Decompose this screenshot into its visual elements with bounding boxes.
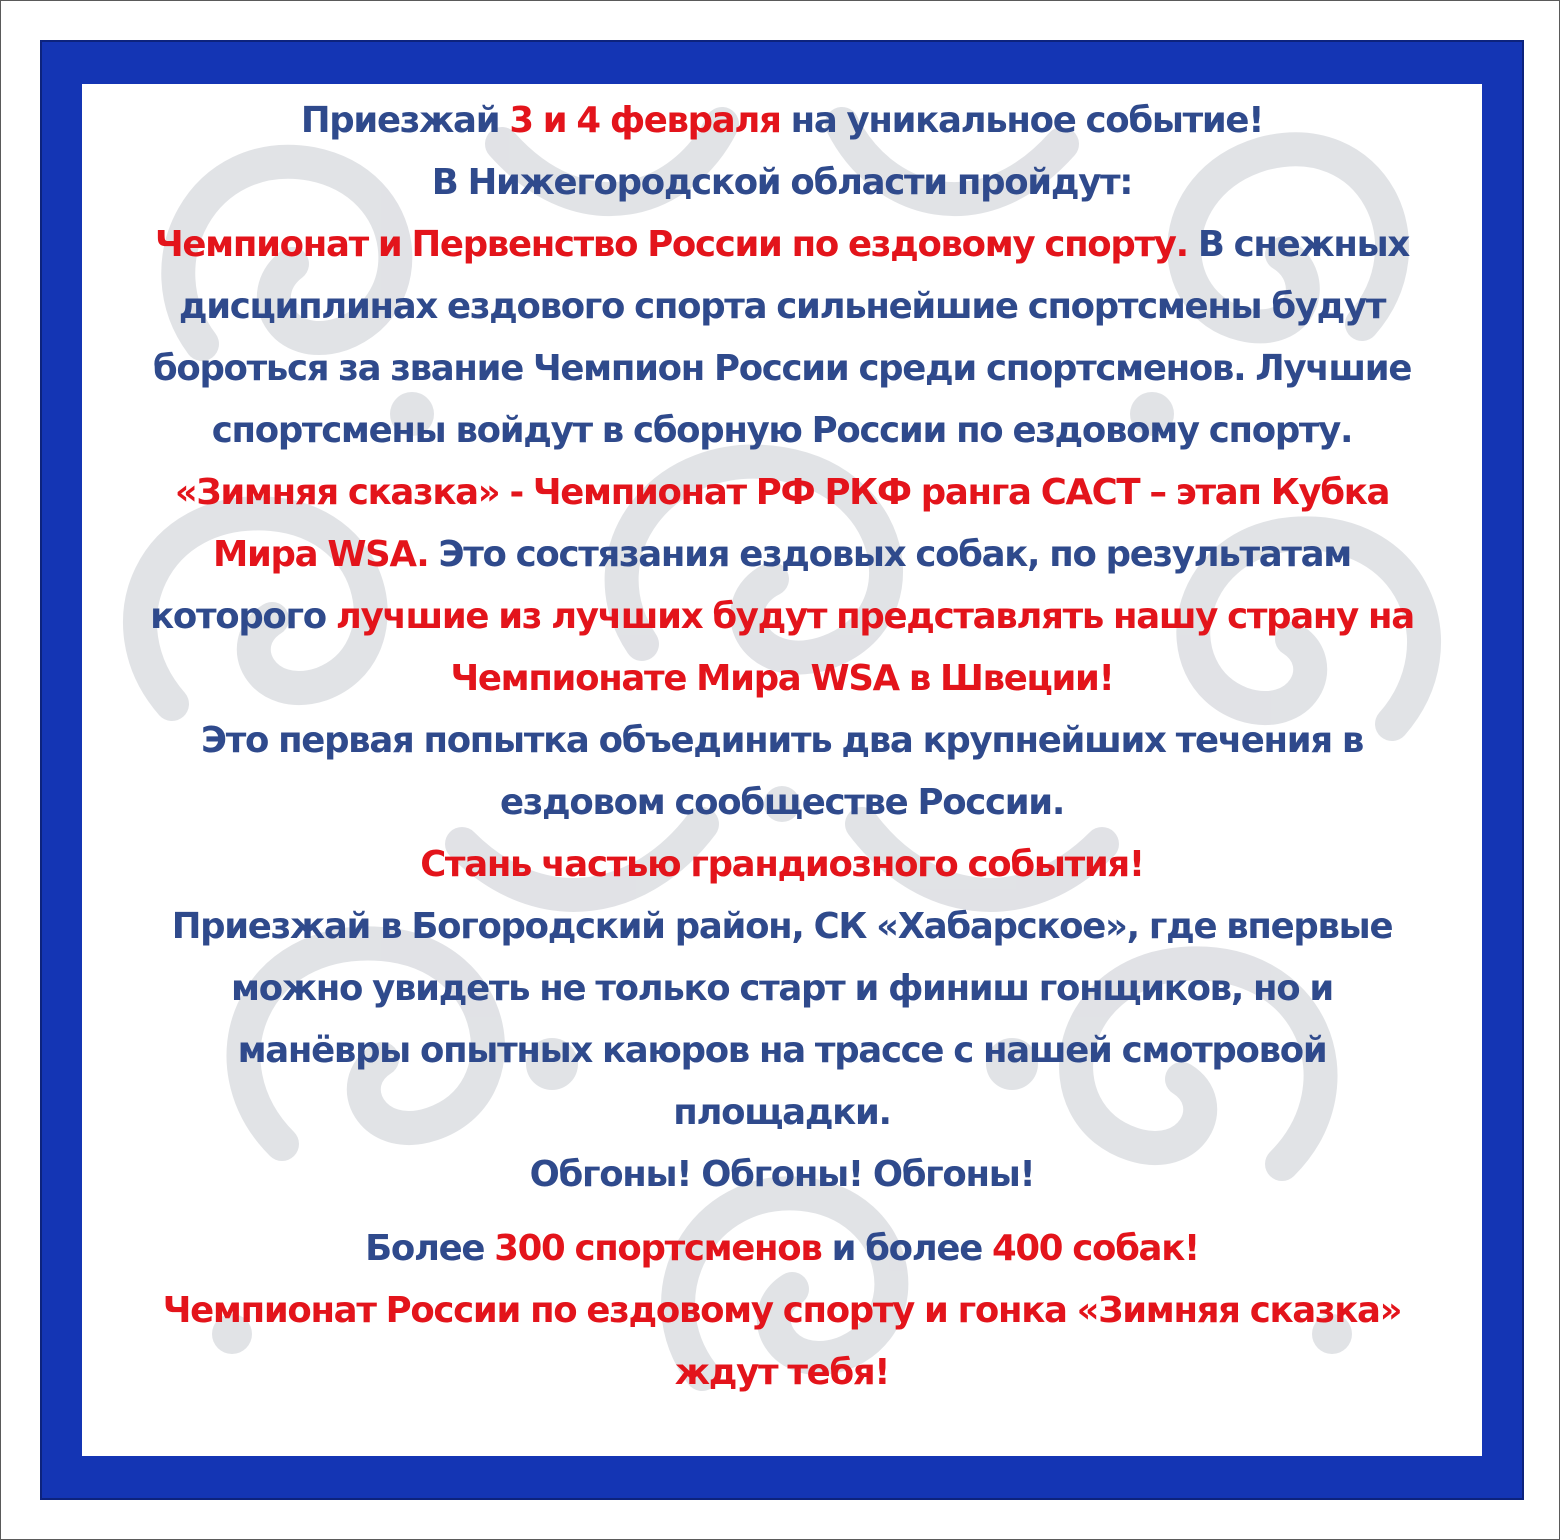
announcement-text (82, 90, 1482, 1404)
highlight-text: Стань частью грандиозного события! (420, 844, 1144, 885)
text-line (82, 834, 1482, 896)
body-text: Приезжай в Богородский район, СК «Хабарское», где впервые (171, 906, 1393, 947)
body-text: можно увидеть не только старт и финиш гонщиков, но и (231, 968, 1333, 1009)
body-text: В Нижегородской области пройдут: (431, 162, 1133, 203)
highlight-text: Мира WSA. (212, 534, 429, 575)
body-text: Это состязания ездовых собак, по результатам (428, 534, 1352, 575)
body-text: которого (150, 596, 336, 637)
body-text: Более (365, 1228, 495, 1269)
text-line (82, 710, 1482, 772)
text-line (82, 90, 1482, 152)
text-line (82, 772, 1482, 834)
body-text: ездовом сообществе России. (499, 782, 1065, 823)
highlight-text: 3 и 4 февраля (509, 100, 781, 141)
text-line (82, 1218, 1482, 1280)
text-line (82, 1280, 1482, 1342)
highlight-text: 300 спортсменов (494, 1228, 822, 1269)
text-line (82, 1082, 1482, 1144)
body-text: манёвры опытных каюров на трассе с нашей смотровой (237, 1030, 1327, 1071)
text-line (82, 400, 1482, 462)
text-line (82, 1144, 1482, 1206)
highlight-text: лучшие из лучших будут представлять нашу страну на (335, 596, 1414, 637)
highlight-text: 400 собак! (992, 1228, 1199, 1269)
body-text: Обгоны! Обгоны! Обгоны! (529, 1154, 1035, 1195)
highlight-text: Чемпионат и Первенство России по ездовому спорту. (155, 224, 1188, 265)
text-line (82, 338, 1482, 400)
text-line (82, 152, 1482, 214)
body-text: площадки. (673, 1092, 891, 1133)
body-text: бороться за звание Чемпион России среди спортсменов. Лучшие (152, 348, 1412, 389)
text-line (82, 214, 1482, 276)
text-line (82, 648, 1482, 710)
text-line (82, 462, 1482, 524)
highlight-text: Чемпионате Мира WSA в Швеции! (450, 658, 1114, 699)
body-text: на уникальное событие! (780, 100, 1264, 141)
body-text: дисциплинах ездового спорта сильнейшие спортсмены будут (178, 286, 1386, 327)
highlight-text: ждут тебя! (674, 1352, 890, 1393)
highlight-text: «Зимняя сказка» - Чемпионат РФ РКФ ранга САСТ – этап Кубка (174, 472, 1390, 513)
text-line (82, 1342, 1482, 1404)
inner-panel (82, 84, 1482, 1456)
text-line (82, 524, 1482, 586)
text-line (82, 1020, 1482, 1082)
highlight-text: Чемпионат России по ездовому спорту и гонка «Зимняя сказка» (162, 1290, 1402, 1331)
body-text: В снежных (1187, 224, 1409, 265)
text-line (82, 586, 1482, 648)
body-text: спортсмены войдут в сборную России по ездовому спорту. (211, 410, 1353, 451)
text-line (82, 896, 1482, 958)
body-text: Приезжай (300, 100, 510, 141)
body-text: и более (821, 1228, 993, 1269)
body-text: Это первая попытка объединить два крупнейших течения в (200, 720, 1364, 761)
text-line (82, 958, 1482, 1020)
text-line (82, 276, 1482, 338)
